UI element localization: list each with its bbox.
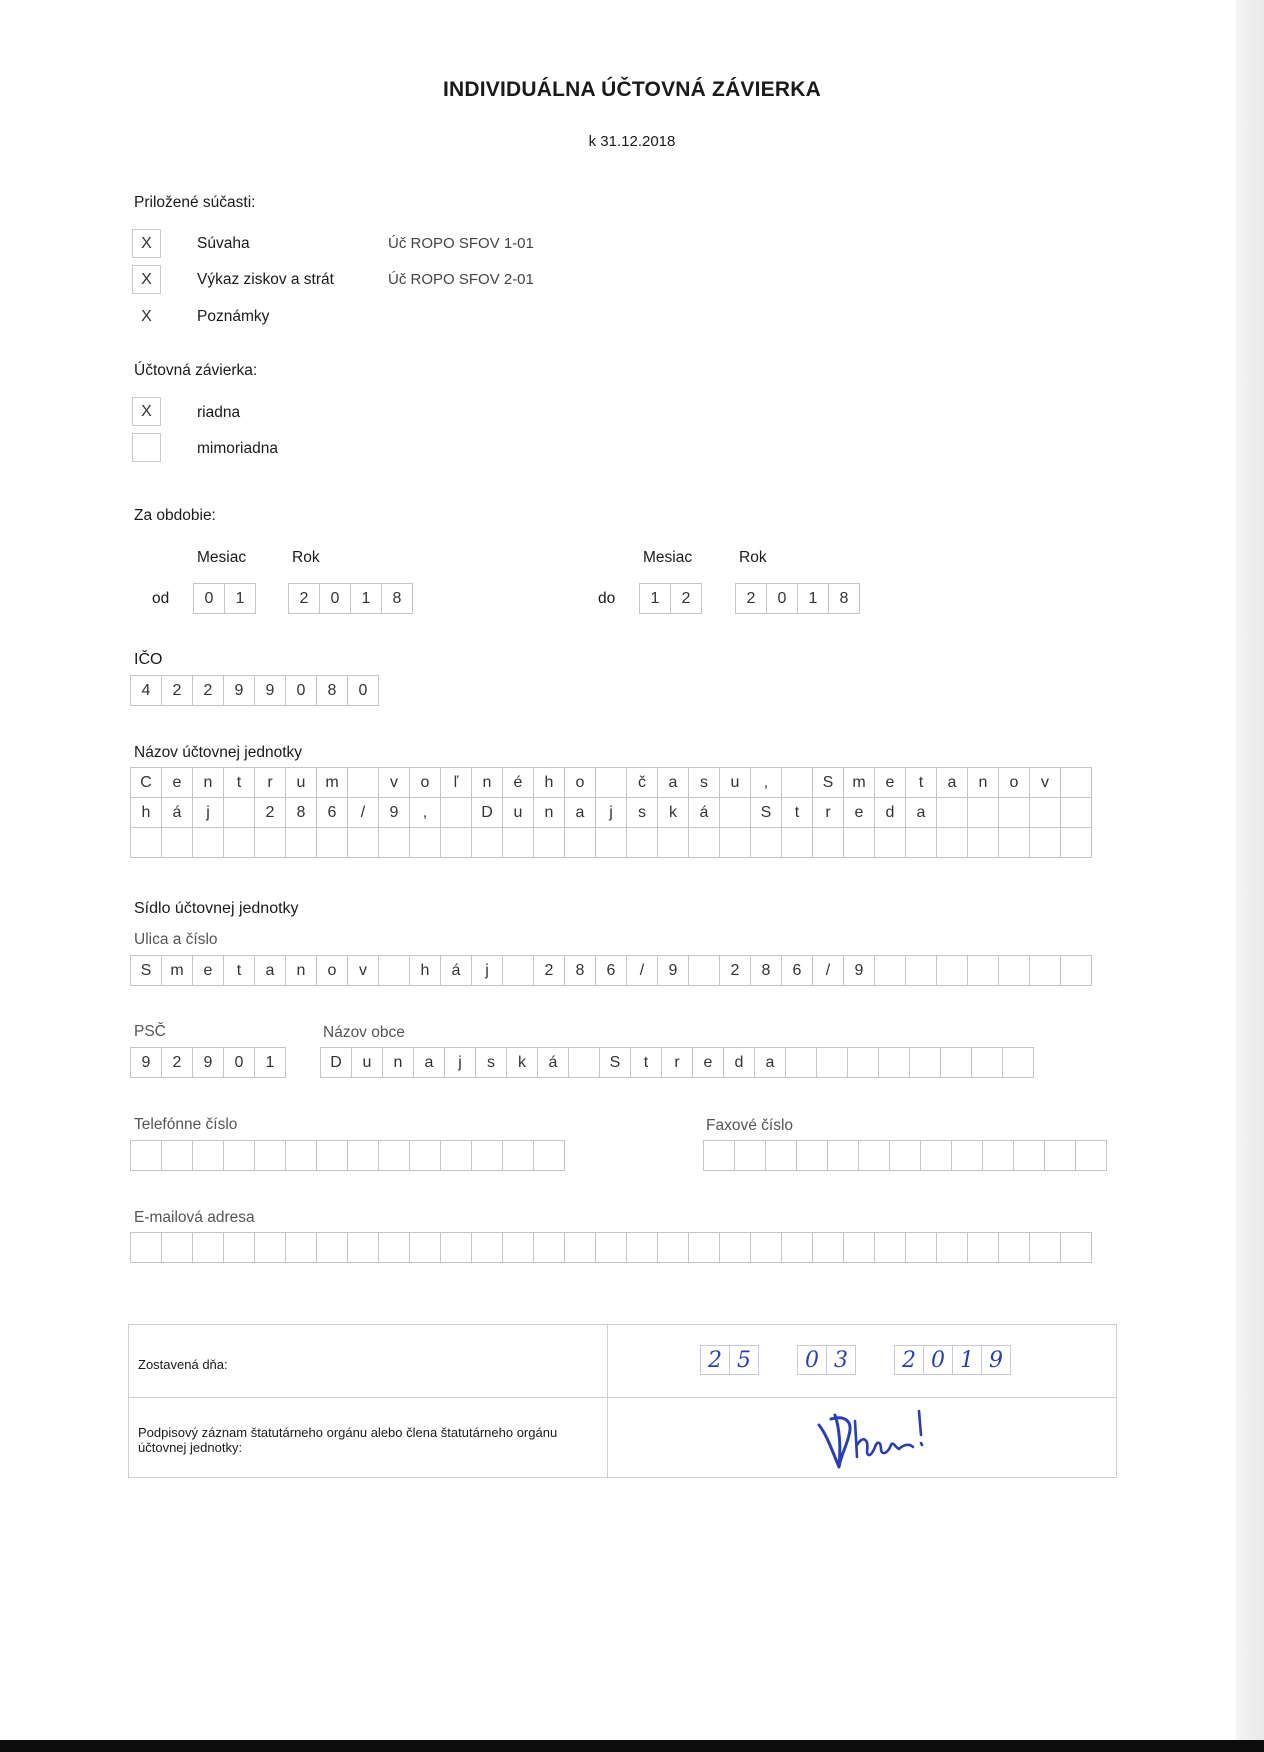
char-cell[interactable]: [440, 827, 472, 858]
char-cell[interactable]: m: [316, 767, 348, 798]
char-cell[interactable]: [1075, 1140, 1107, 1171]
psc-label: PSČ: [134, 1023, 166, 1040]
char-cell[interactable]: [750, 827, 782, 858]
digit-cell[interactable]: 1: [224, 583, 256, 614]
char-cell[interactable]: e: [692, 1047, 724, 1078]
document-date: k 31.12.2018: [588, 133, 676, 150]
digit-cell[interactable]: 0: [319, 583, 351, 614]
char-cell[interactable]: [568, 1047, 600, 1078]
char-cell[interactable]: [130, 1232, 162, 1263]
digit-cell[interactable]: 8: [316, 675, 348, 706]
char-cell[interactable]: [967, 1232, 999, 1263]
char-cell[interactable]: [316, 1232, 348, 1263]
char-cell[interactable]: t: [223, 955, 255, 986]
char-cell[interactable]: [781, 1232, 813, 1263]
char-cell[interactable]: /: [347, 797, 379, 828]
char-cell[interactable]: [378, 955, 410, 986]
char-cell[interactable]: [285, 1140, 317, 1171]
digit-cell[interactable]: 0: [766, 583, 798, 614]
char-cell[interactable]: [409, 827, 441, 858]
char-cell[interactable]: [982, 1140, 1014, 1171]
checkbox-vykaz[interactable]: X: [132, 265, 161, 294]
document-title: INDIVIDUÁLNA ÚČTOVNÁ ZÁVIERKA: [443, 78, 821, 101]
char-cell[interactable]: [998, 955, 1030, 986]
code-vykaz: Úč ROPO SFOV 2-01: [388, 271, 534, 288]
char-cell[interactable]: o: [409, 767, 441, 798]
seat-label: Sídlo účtovnej jednotky: [134, 900, 299, 917]
char-cell[interactable]: t: [905, 767, 937, 798]
char-cell[interactable]: a: [657, 767, 689, 798]
char-cell[interactable]: u: [719, 767, 751, 798]
char-cell[interactable]: [874, 955, 906, 986]
to-month-label: Mesiac: [643, 549, 693, 566]
char-cell[interactable]: m: [843, 767, 875, 798]
char-cell[interactable]: ,: [750, 767, 782, 798]
char-cell[interactable]: [940, 1047, 972, 1078]
char-cell[interactable]: [347, 827, 379, 858]
digit-cell[interactable]: 0: [285, 675, 317, 706]
checkbox-riadna[interactable]: X: [132, 397, 161, 426]
char-cell[interactable]: 6: [316, 797, 348, 828]
signature-table-divider-h: [129, 1397, 1116, 1398]
char-cell[interactable]: [657, 827, 689, 858]
label-riadna: riadna: [197, 404, 241, 421]
char-cell[interactable]: [130, 1140, 162, 1171]
char-cell[interactable]: [1060, 767, 1092, 798]
entity-name-row-1: [130, 767, 1092, 798]
char-cell[interactable]: [781, 827, 813, 858]
char-cell[interactable]: [626, 827, 658, 858]
char-cell[interactable]: a: [754, 1047, 786, 1078]
char-cell[interactable]: [409, 1232, 441, 1263]
char-cell[interactable]: [936, 797, 968, 828]
label-suvaha: Súvaha: [197, 235, 250, 252]
ico-field[interactable]: [130, 675, 379, 706]
char-cell[interactable]: [471, 1232, 503, 1263]
from-label: od: [152, 590, 170, 607]
psc-field[interactable]: [130, 1047, 286, 1078]
char-cell[interactable]: a: [254, 955, 286, 986]
char-cell[interactable]: [316, 827, 348, 858]
char-cell[interactable]: S: [812, 767, 844, 798]
char-cell[interactable]: á: [440, 955, 472, 986]
closing-heading: Účtovná závierka:: [134, 362, 258, 379]
char-cell[interactable]: s: [475, 1047, 507, 1078]
char-cell[interactable]: u: [285, 767, 317, 798]
from-month-field[interactable]: [193, 583, 256, 614]
char-cell[interactable]: a: [564, 797, 596, 828]
char-cell[interactable]: [533, 827, 565, 858]
digit-cell[interactable]: 2: [161, 675, 193, 706]
char-cell[interactable]: á: [161, 797, 193, 828]
char-cell[interactable]: n: [471, 767, 503, 798]
digit-cell[interactable]: 8: [381, 583, 413, 614]
char-cell[interactable]: [878, 1047, 910, 1078]
char-cell[interactable]: v: [347, 955, 379, 986]
char-cell[interactable]: [161, 1232, 193, 1263]
char-cell[interactable]: [909, 1047, 941, 1078]
char-cell[interactable]: [192, 827, 224, 858]
char-cell[interactable]: 8: [285, 797, 317, 828]
char-cell[interactable]: [409, 1140, 441, 1171]
char-cell[interactable]: [998, 797, 1030, 828]
char-cell[interactable]: [223, 827, 255, 858]
scan-bottom-border: [0, 1740, 1264, 1752]
char-cell[interactable]: [734, 1140, 766, 1171]
char-cell[interactable]: [967, 955, 999, 986]
char-cell[interactable]: [192, 1140, 224, 1171]
char-cell[interactable]: j: [192, 797, 224, 828]
char-cell[interactable]: 9: [657, 955, 689, 986]
char-cell[interactable]: [471, 1140, 503, 1171]
char-cell[interactable]: [502, 827, 534, 858]
char-cell[interactable]: [827, 1140, 859, 1171]
char-cell[interactable]: [905, 1232, 937, 1263]
char-cell[interactable]: [595, 827, 627, 858]
fax-field[interactable]: [703, 1140, 1107, 1171]
char-cell[interactable]: 2: [719, 955, 751, 986]
street-field[interactable]: [130, 955, 1092, 986]
char-cell[interactable]: n: [382, 1047, 414, 1078]
char-cell[interactable]: a: [936, 767, 968, 798]
char-cell[interactable]: [657, 1232, 689, 1263]
char-cell[interactable]: [440, 1140, 472, 1171]
char-cell[interactable]: [378, 827, 410, 858]
char-cell[interactable]: [703, 1140, 735, 1171]
char-cell[interactable]: [936, 827, 968, 858]
page-edge-shadow: [1236, 0, 1264, 1752]
compiled-day-field[interactable]: [701, 1345, 759, 1375]
char-cell[interactable]: e: [843, 797, 875, 828]
digit-cell[interactable]: 1: [350, 583, 382, 614]
email-label: E-mailová adresa: [134, 1209, 255, 1226]
char-cell[interactable]: [998, 1232, 1030, 1263]
phone-label: Telefónne číslo: [134, 1116, 238, 1133]
from-month-label: Mesiac: [197, 549, 247, 566]
entity-name-label: Názov účtovnej jednotky: [134, 744, 303, 761]
char-cell[interactable]: [816, 1047, 848, 1078]
code-suvaha: Úč ROPO SFOV 1-01: [388, 235, 534, 252]
handwritten-digit: 2: [700, 1345, 730, 1375]
digit-cell[interactable]: 9: [254, 675, 286, 706]
char-cell[interactable]: [936, 955, 968, 986]
char-cell[interactable]: [750, 1232, 782, 1263]
char-cell[interactable]: r: [661, 1047, 693, 1078]
label-poznamky: Poznámky: [197, 308, 270, 325]
char-cell[interactable]: [951, 1140, 983, 1171]
char-cell[interactable]: [843, 1232, 875, 1263]
char-cell[interactable]: [440, 1232, 472, 1263]
digit-cell[interactable]: 2: [670, 583, 702, 614]
char-cell[interactable]: [564, 827, 596, 858]
char-cell[interactable]: 9: [378, 797, 410, 828]
char-cell[interactable]: j: [444, 1047, 476, 1078]
char-cell[interactable]: 2: [161, 1047, 193, 1078]
char-cell[interactable]: 9: [843, 955, 875, 986]
char-cell[interactable]: [223, 797, 255, 828]
entity-name-row-2: [130, 797, 1092, 828]
char-cell[interactable]: [440, 797, 472, 828]
char-cell[interactable]: e: [161, 767, 193, 798]
char-cell[interactable]: [285, 827, 317, 858]
char-cell[interactable]: [889, 1140, 921, 1171]
char-cell[interactable]: v: [1029, 767, 1061, 798]
fax-label: Faxové číslo: [706, 1117, 794, 1134]
char-cell[interactable]: [254, 1232, 286, 1263]
char-cell[interactable]: á: [688, 797, 720, 828]
email-field[interactable]: [130, 1232, 1092, 1263]
char-cell[interactable]: /: [812, 955, 844, 986]
period-heading: Za obdobie:: [134, 507, 216, 524]
char-cell[interactable]: o: [998, 767, 1030, 798]
signature-table: [128, 1324, 1117, 1478]
digit-cell[interactable]: 2: [192, 675, 224, 706]
char-cell[interactable]: n: [533, 797, 565, 828]
char-cell[interactable]: d: [874, 797, 906, 828]
city-label: Názov obce: [323, 1024, 405, 1041]
char-cell[interactable]: ľ: [440, 767, 472, 798]
char-cell[interactable]: [843, 827, 875, 858]
char-cell[interactable]: [533, 1232, 565, 1263]
checkbox-suvaha[interactable]: X: [132, 229, 161, 258]
char-cell[interactable]: u: [502, 797, 534, 828]
char-cell[interactable]: [971, 1047, 1003, 1078]
char-cell[interactable]: s: [626, 797, 658, 828]
char-cell[interactable]: [347, 1232, 379, 1263]
char-cell[interactable]: e: [874, 767, 906, 798]
signature-table-divider-v: [607, 1325, 608, 1477]
char-cell[interactable]: d: [723, 1047, 755, 1078]
char-cell[interactable]: [905, 827, 937, 858]
handwritten-digit: 0: [923, 1345, 953, 1375]
char-cell[interactable]: é: [502, 767, 534, 798]
char-cell[interactable]: [1029, 797, 1061, 828]
compiled-year-field[interactable]: [895, 1345, 1011, 1375]
char-cell[interactable]: C: [130, 767, 162, 798]
digit-cell[interactable]: 2: [288, 583, 320, 614]
handwritten-digit: 3: [826, 1345, 856, 1375]
char-cell[interactable]: [502, 955, 534, 986]
char-cell[interactable]: [161, 1140, 193, 1171]
char-cell[interactable]: [595, 1232, 627, 1263]
char-cell[interactable]: [595, 767, 627, 798]
char-cell[interactable]: j: [471, 955, 503, 986]
char-cell[interactable]: t: [781, 797, 813, 828]
entity-name-field[interactable]: [130, 767, 1092, 858]
char-cell[interactable]: e: [192, 955, 224, 986]
char-cell[interactable]: [936, 1232, 968, 1263]
char-cell[interactable]: [223, 1232, 255, 1263]
char-cell[interactable]: [564, 1232, 596, 1263]
char-cell[interactable]: o: [316, 955, 348, 986]
digit-cell[interactable]: 4: [130, 675, 162, 706]
char-cell[interactable]: t: [630, 1047, 662, 1078]
signature-image: [809, 1405, 959, 1477]
char-cell[interactable]: t: [223, 767, 255, 798]
handwritten-digit: 1: [952, 1345, 982, 1375]
char-cell[interactable]: [1029, 955, 1061, 986]
char-cell[interactable]: o: [564, 767, 596, 798]
to-year-field[interactable]: [735, 583, 860, 614]
checkbox-mimoriadna[interactable]: [132, 433, 161, 462]
char-cell[interactable]: [347, 1140, 379, 1171]
digit-cell[interactable]: 0: [347, 675, 379, 706]
char-cell[interactable]: k: [506, 1047, 538, 1078]
char-cell[interactable]: [502, 1140, 534, 1171]
char-cell[interactable]: 0: [223, 1047, 255, 1078]
char-cell[interactable]: 6: [781, 955, 813, 986]
char-cell[interactable]: [688, 955, 720, 986]
label-vykaz: Výkaz ziskov a strát: [197, 271, 334, 288]
handwritten-digit: 5: [729, 1345, 759, 1375]
char-cell[interactable]: [1002, 1047, 1034, 1078]
signature-label: Podpisový záznam štatutárneho orgánu alebo člena štatutárneho orgánu účtovnej jednotky:: [138, 1425, 558, 1455]
char-cell[interactable]: [502, 1232, 534, 1263]
char-cell[interactable]: [796, 1140, 828, 1171]
char-cell[interactable]: [1060, 797, 1092, 828]
char-cell[interactable]: 1: [254, 1047, 286, 1078]
char-cell[interactable]: 8: [564, 955, 596, 986]
char-cell[interactable]: [378, 1232, 410, 1263]
char-cell[interactable]: [998, 827, 1030, 858]
char-cell[interactable]: [223, 1140, 255, 1171]
char-cell[interactable]: [192, 1232, 224, 1263]
char-cell[interactable]: [719, 797, 751, 828]
char-cell[interactable]: 9: [130, 1047, 162, 1078]
char-cell[interactable]: S: [130, 955, 162, 986]
char-cell[interactable]: [1029, 1232, 1061, 1263]
digit-cell[interactable]: 9: [223, 675, 255, 706]
char-cell[interactable]: D: [471, 797, 503, 828]
char-cell[interactable]: [688, 827, 720, 858]
char-cell[interactable]: [533, 1140, 565, 1171]
char-cell[interactable]: 2: [533, 955, 565, 986]
phone-field[interactable]: [130, 1140, 565, 1171]
from-year-field[interactable]: [288, 583, 413, 614]
char-cell[interactable]: m: [161, 955, 193, 986]
checkbox-poznamky[interactable]: X: [141, 307, 152, 325]
entity-name-row-3: [130, 827, 1092, 858]
char-cell[interactable]: h: [409, 955, 441, 986]
digit-cell[interactable]: 1: [797, 583, 829, 614]
char-cell[interactable]: [161, 827, 193, 858]
char-cell[interactable]: [967, 797, 999, 828]
char-cell[interactable]: [905, 955, 937, 986]
char-cell[interactable]: [1060, 955, 1092, 986]
char-cell[interactable]: D: [320, 1047, 352, 1078]
char-cell[interactable]: [626, 1232, 658, 1263]
char-cell[interactable]: n: [967, 767, 999, 798]
label-mimoriadna: mimoriadna: [197, 440, 278, 457]
char-cell[interactable]: [920, 1140, 952, 1171]
char-cell[interactable]: h: [130, 797, 162, 828]
char-cell[interactable]: 6: [595, 955, 627, 986]
char-cell[interactable]: k: [657, 797, 689, 828]
char-cell[interactable]: [1029, 827, 1061, 858]
char-cell[interactable]: n: [285, 955, 317, 986]
char-cell[interactable]: S: [599, 1047, 631, 1078]
char-cell[interactable]: [858, 1140, 890, 1171]
char-cell[interactable]: [967, 827, 999, 858]
char-cell[interactable]: [316, 1140, 348, 1171]
digit-cell[interactable]: 2: [735, 583, 767, 614]
char-cell[interactable]: [812, 1232, 844, 1263]
char-cell[interactable]: a: [413, 1047, 445, 1078]
char-cell[interactable]: [1013, 1140, 1045, 1171]
char-cell[interactable]: [130, 827, 162, 858]
char-cell[interactable]: [874, 827, 906, 858]
char-cell[interactable]: [285, 1232, 317, 1263]
to-month-field[interactable]: [639, 583, 702, 614]
ico-label: IČO: [134, 651, 163, 668]
char-cell[interactable]: [347, 767, 379, 798]
char-cell[interactable]: [1060, 827, 1092, 858]
char-cell[interactable]: [719, 1232, 751, 1263]
compiled-month-field[interactable]: [798, 1345, 856, 1375]
char-cell[interactable]: [847, 1047, 879, 1078]
char-cell[interactable]: [781, 767, 813, 798]
attached-heading: Priložené súčasti:: [134, 194, 256, 211]
char-cell[interactable]: [812, 827, 844, 858]
char-cell[interactable]: [471, 827, 503, 858]
to-year-label: Rok: [739, 549, 767, 566]
char-cell[interactable]: [254, 827, 286, 858]
char-cell[interactable]: [785, 1047, 817, 1078]
digit-cell[interactable]: 0: [193, 583, 225, 614]
to-label: do: [598, 590, 616, 607]
char-cell[interactable]: [1060, 1232, 1092, 1263]
digit-cell[interactable]: 1: [639, 583, 671, 614]
char-cell[interactable]: á: [537, 1047, 569, 1078]
char-cell[interactable]: /: [626, 955, 658, 986]
city-field[interactable]: [320, 1047, 1034, 1078]
char-cell[interactable]: u: [351, 1047, 383, 1078]
char-cell[interactable]: [254, 1140, 286, 1171]
handwritten-digit: 9: [981, 1345, 1011, 1375]
char-cell[interactable]: ,: [409, 797, 441, 828]
char-cell[interactable]: 8: [750, 955, 782, 986]
handwritten-digit: 2: [894, 1345, 924, 1375]
handwritten-digit: 0: [797, 1345, 827, 1375]
char-cell[interactable]: [719, 827, 751, 858]
char-cell[interactable]: č: [626, 767, 658, 798]
char-cell[interactable]: [765, 1140, 797, 1171]
char-cell[interactable]: [688, 1232, 720, 1263]
compiled-label: Zostavená dňa:: [138, 1357, 228, 1372]
char-cell[interactable]: h: [533, 767, 565, 798]
from-year-label: Rok: [292, 549, 320, 566]
char-cell[interactable]: 2: [254, 797, 286, 828]
char-cell[interactable]: a: [905, 797, 937, 828]
char-cell[interactable]: [1044, 1140, 1076, 1171]
char-cell[interactable]: n: [192, 767, 224, 798]
char-cell[interactable]: [874, 1232, 906, 1263]
street-label: Ulica a číslo: [134, 931, 218, 948]
char-cell[interactable]: [378, 1140, 410, 1171]
char-cell[interactable]: s: [688, 767, 720, 798]
char-cell[interactable]: r: [254, 767, 286, 798]
digit-cell[interactable]: 8: [828, 583, 860, 614]
char-cell[interactable]: 9: [192, 1047, 224, 1078]
char-cell[interactable]: v: [378, 767, 410, 798]
char-cell[interactable]: r: [812, 797, 844, 828]
char-cell[interactable]: j: [595, 797, 627, 828]
char-cell[interactable]: S: [750, 797, 782, 828]
